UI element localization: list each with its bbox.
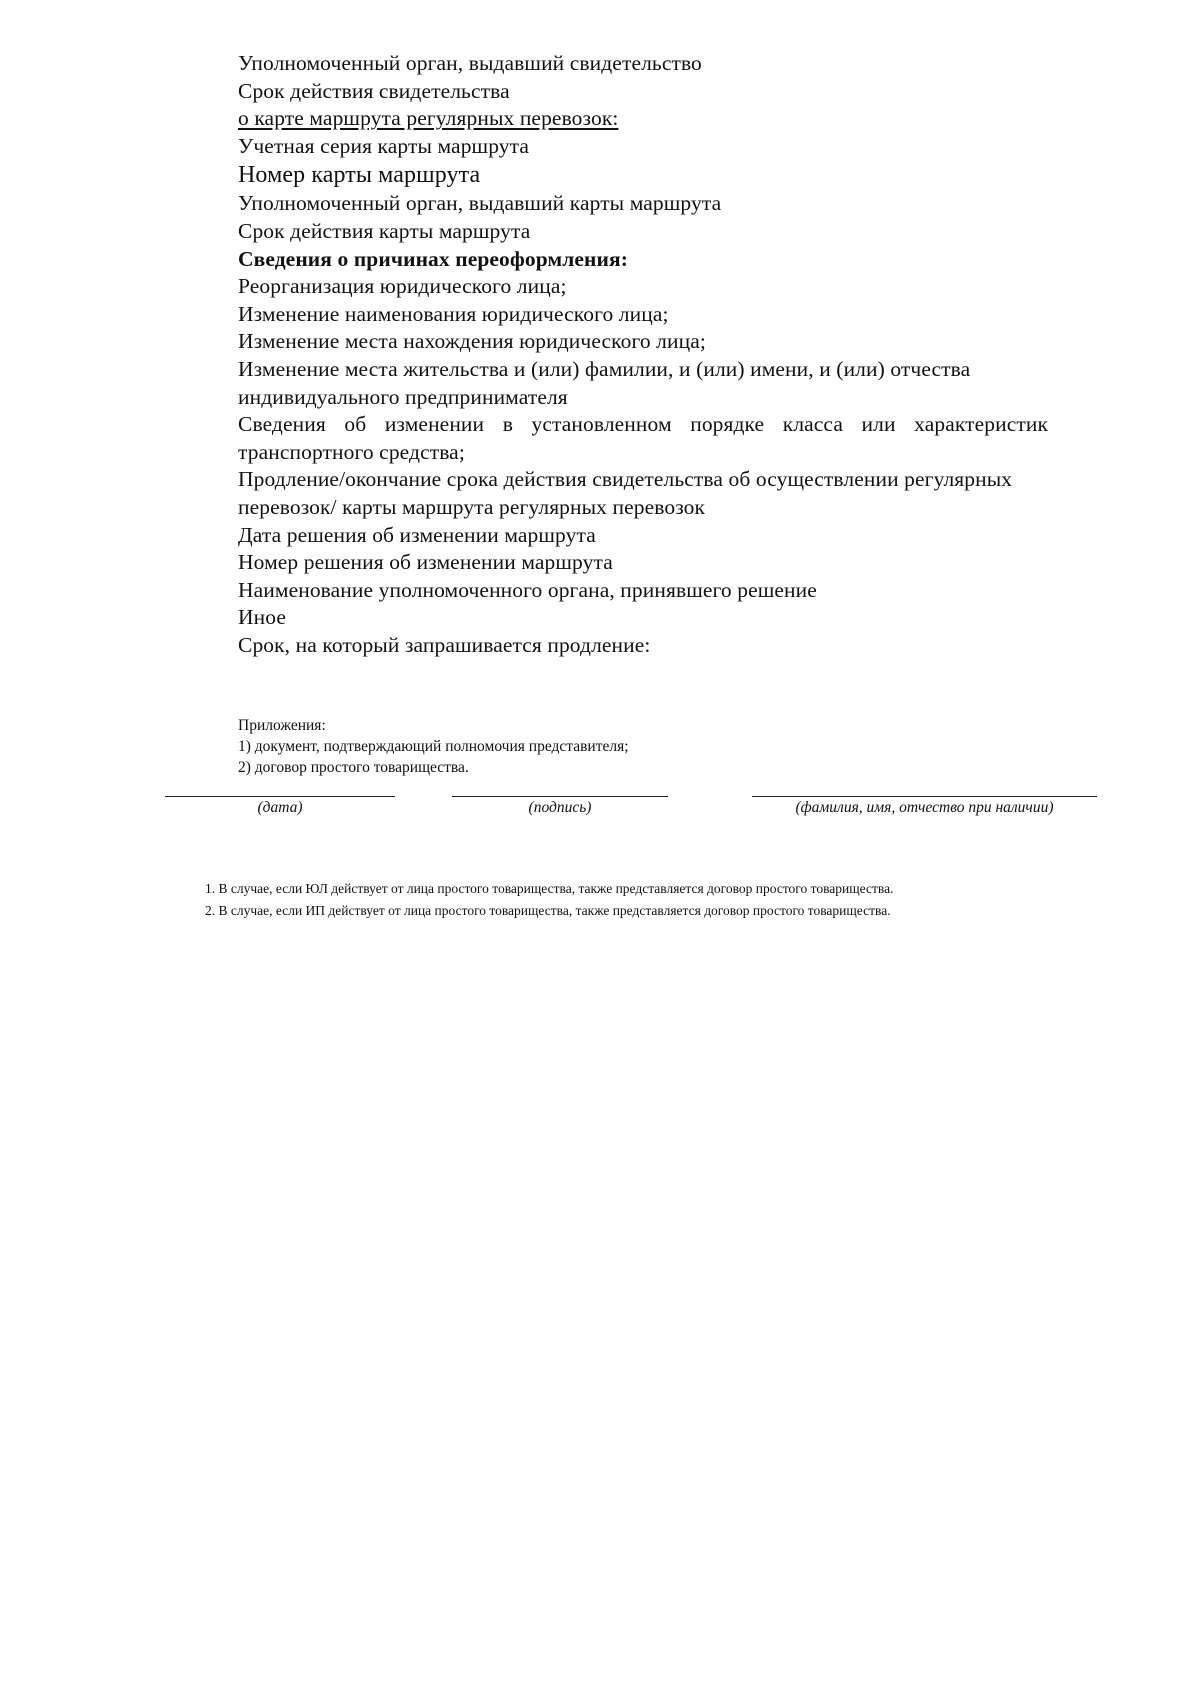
reason-name-change: Изменение наименования юридического лица; (238, 301, 669, 326)
field-issuing-authority-route-card: Уполномоченный орган, выдавший карты маршрута (238, 191, 722, 216)
attachments-heading: Приложения: (238, 717, 326, 734)
attachment-item: 2) договор простого товарищества. (238, 759, 469, 776)
footnote-1: 1. В случае, если ЮЛ действует от лица простого товарищества, также представляется договор простого товарищества. (205, 881, 894, 896)
reason-reorganization: Реорганизация юридического лица; (238, 274, 567, 299)
field-route-change-decision-date: Дата решения об изменении маршрута (238, 522, 596, 547)
reason-location-change: Изменение места нахождения юридического лица; (238, 329, 706, 354)
signature-name-field: (фамилия, имя, отчество при наличии) (752, 796, 1097, 817)
field-certificate-validity: Срок действия свидетельства (238, 78, 510, 103)
footnote-2: 2. В случае, если ИП действует от лица простого товарищества, также представляется договор простого товарищества. (205, 903, 891, 918)
reason-extension-line1: Продление/окончание срока действия свидетельства об осуществлении регулярных (238, 467, 1013, 492)
signature-sign-field: (подпись) (452, 796, 668, 817)
field-route-change-decision-number: Номер решения об изменении маршрута (238, 550, 613, 575)
reason-residence-change-line2: индивидуального предпринимателя (238, 384, 568, 409)
footnotes-section (155, 878, 1075, 922)
reason-vehicle-change-line2: транспортного средства; (238, 439, 465, 464)
section-reasons-heading: Сведения о причинах переоформления: (238, 246, 628, 271)
field-other: Иное (238, 605, 286, 630)
field-extension-period: Срок, на который запрашивается продление: (238, 632, 651, 657)
field-route-card-number: Номер карты маршрута (238, 162, 481, 189)
attachment-item: 1) документ, подтверждающий полномочия представителя; (238, 738, 629, 755)
signature-block (0, 796, 1200, 836)
form-fields-list (238, 50, 1118, 659)
attachments-section (238, 715, 938, 778)
section-route-card-heading: о карте маршрута регулярных перевозок: (238, 106, 619, 131)
field-route-card-series: Учетная серия карты маршрута (238, 133, 530, 158)
reason-extension-line2: перевозок/ карты маршрута регулярных перевозок (238, 494, 706, 519)
field-deciding-authority-name: Наименование уполномоченного органа, принявшего решение (238, 577, 817, 602)
signature-date-field: (дата) (165, 796, 395, 817)
reason-residence-change-line1: Изменение места жительства и (или) фамилии, и (или) имени, и (или) отчества (238, 356, 971, 381)
field-issuing-authority-certificate: Уполномоченный орган, выдавший свидетельство (238, 51, 702, 75)
reason-vehicle-change-line1: Сведения об изменении в установленном порядке класса или характеристик (238, 412, 1048, 437)
field-route-card-validity: Срок действия карты маршрута (238, 218, 531, 243)
